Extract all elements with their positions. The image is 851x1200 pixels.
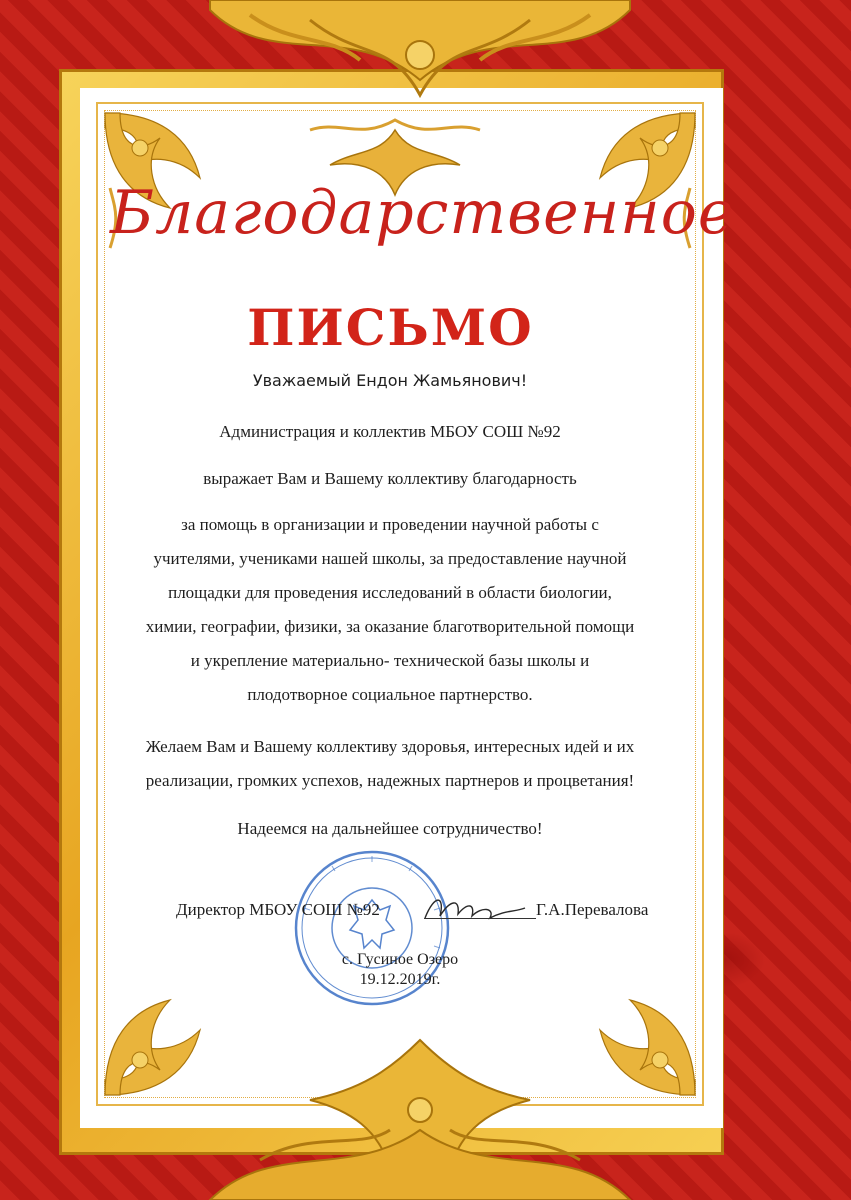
director-label: Директор МБОУ СОШ №92 xyxy=(176,900,380,919)
paragraph-line: и укрепление материально- технической базы школы и xyxy=(190,651,590,670)
paragraph-line: площадки для проведения исследований в области биологии, xyxy=(168,583,612,602)
place-date xyxy=(300,950,500,990)
paragraph-line: за помощь в организации и проведении научной работы с xyxy=(181,515,599,534)
director-signature xyxy=(420,888,530,928)
title-main: ПИСЬМО xyxy=(247,298,534,357)
wish-line: Желаем Вам и Вашему коллективу здоровья, интересных идей и их xyxy=(145,737,635,756)
signer-name: Г.А.Перевалова xyxy=(536,900,649,919)
top-crown-ornament xyxy=(190,0,650,110)
title-script: Благодарственное xyxy=(110,178,735,248)
place: с. Гусиное Озеро xyxy=(341,951,459,968)
cooperation-line: Надеемся на дальнейшее сотрудничество! xyxy=(237,819,543,838)
paragraph-line: химии, географии, физики, за оказание благотворительной помощи xyxy=(145,617,635,636)
greeting: Уважаемый Ендон Жамьянович! xyxy=(252,371,528,390)
paragraph-line: плодотворное социальное партнерство. xyxy=(247,685,533,704)
wish-line: реализации, громких успехов, надежных партнеров и процветания! xyxy=(145,771,635,790)
wishes-paragraph xyxy=(100,730,680,798)
admin-line: Администрация и коллектив МБОУ СОШ №92 xyxy=(219,422,561,441)
date: 19.12.2019г. xyxy=(359,971,441,988)
thanks-line: выражает Вам и Вашему коллективу благодарность xyxy=(203,469,577,488)
bottom-crest-ornament xyxy=(190,1030,650,1200)
gratitude-paragraph xyxy=(110,508,670,712)
paragraph-line: учителями, учениками нашей школы, за предоставление научной xyxy=(153,549,627,568)
signature-line xyxy=(424,918,536,919)
